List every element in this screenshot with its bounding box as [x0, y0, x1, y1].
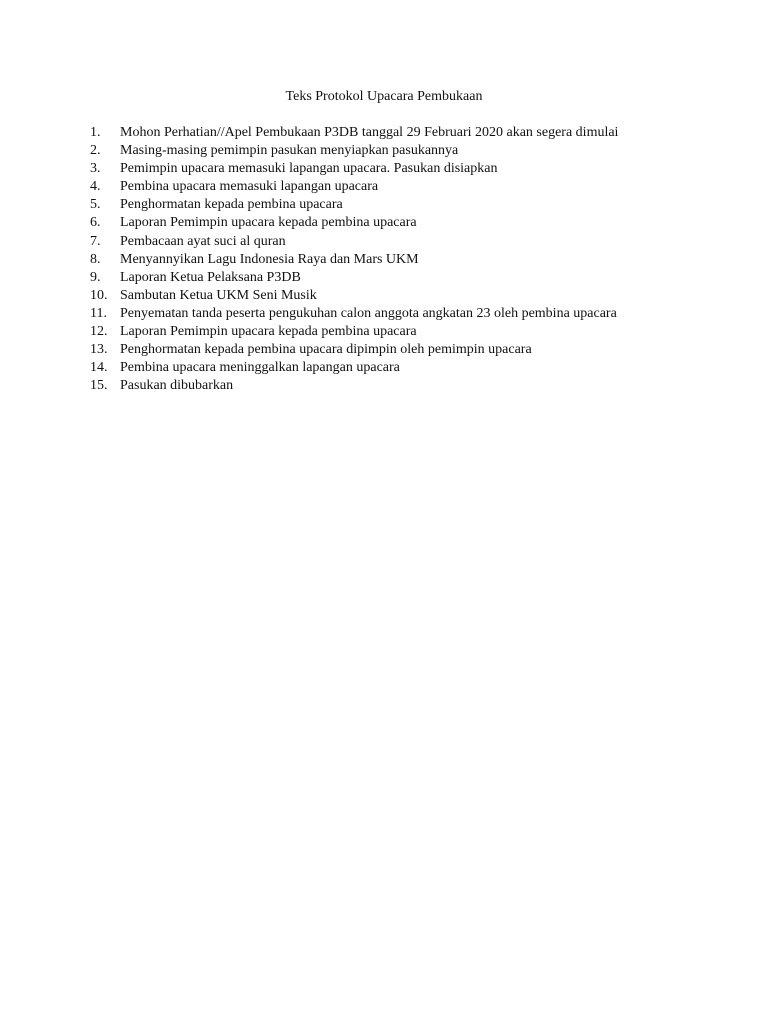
list-item-number: 8. [90, 251, 101, 267]
list-item-text: Penghormatan kepada pembina upacara dipimpin oleh pemimpin upacara [120, 342, 532, 358]
list-item-number: 15. [90, 378, 108, 394]
list-item [90, 251, 690, 269]
list-item-number: 4. [90, 179, 101, 195]
list-item-number: 6. [90, 215, 101, 231]
list-item-number: 14. [90, 360, 108, 376]
list-item-text: Laporan Pemimpin upacara kepada pembina upacara [120, 324, 417, 340]
list-item-text: Masing-masing pemimpin pasukan menyiapkan pasukannya [120, 143, 459, 159]
list-item [90, 269, 690, 287]
list-item-number: 1. [90, 125, 101, 140]
list-item [90, 160, 690, 178]
list-item [90, 305, 690, 323]
list-item-text: Penyematan tanda peserta pengukuhan calon anggota angkatan 23 oleh pembina upacara [120, 305, 617, 321]
list-item-text: Laporan Ketua Pelaksana P3DB [120, 269, 301, 285]
list-item-text: Penghormatan kepada pembina upacara [120, 197, 343, 213]
list-item [90, 142, 690, 160]
list-item-number: 3. [90, 161, 101, 177]
list-item [90, 377, 690, 395]
list-item-number: 2. [90, 143, 101, 159]
document-title: Teks Protokol Upacara Pembukaan [285, 89, 483, 104]
list-item-text: Menyannyikan Lagu Indonesia Raya dan Mars UKM [120, 251, 419, 267]
list-item-text: Pembina upacara memasuki lapangan upacara [120, 179, 379, 195]
list-item [90, 178, 690, 196]
list-item [90, 287, 690, 305]
list-item-number: 7. [90, 233, 101, 249]
list-item-text: Pasukan dibubarkan [120, 378, 234, 394]
list-item [90, 214, 690, 232]
list-item-text: Mohon Perhatian//Apel Pembukaan P3DB tanggal 29 Februari 2020 akan segera dimulai [120, 125, 619, 140]
list-item-text: Pembina upacara meninggalkan lapangan upacara [120, 360, 400, 376]
list-item-text: Pemimpin upacara memasuki lapangan upacara. Pasukan disiapkan [120, 161, 498, 177]
list-item [90, 341, 690, 359]
list-item [90, 359, 690, 377]
list-item-number: 10. [90, 287, 108, 303]
list-item-number: 9. [90, 269, 101, 285]
list-item-number: 12. [90, 324, 108, 340]
list-item [90, 124, 690, 142]
list-item [90, 323, 690, 341]
list-item-number: 5. [90, 197, 101, 213]
list-item-text: Laporan Pemimpin upacara kepada pembina upacara [120, 215, 417, 231]
list-item-text: Sambutan Ketua UKM Seni Musik [120, 287, 317, 303]
list-item-text: Pembacaan ayat suci al quran [120, 233, 286, 249]
list-item-number: 11. [90, 305, 107, 321]
protocol-list [90, 124, 690, 395]
list-item-number: 13. [90, 342, 108, 358]
list-item [90, 233, 690, 251]
list-item [90, 196, 690, 214]
